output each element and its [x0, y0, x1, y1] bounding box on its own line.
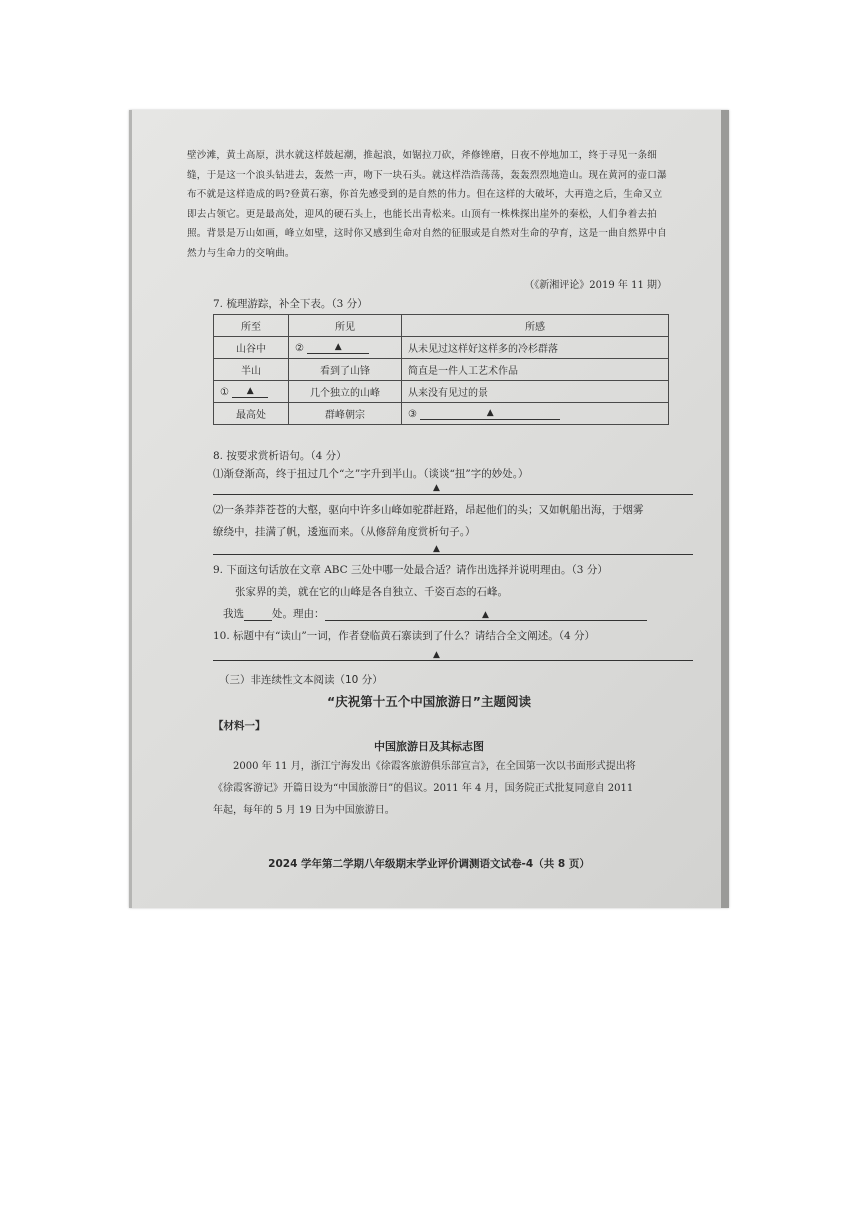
table-cell: 从来没有见过的景 — [402, 381, 669, 403]
answer-mark: ▲ — [433, 650, 440, 660]
answer-line-8-2[interactable] — [213, 554, 693, 555]
blank-number: ① — [220, 387, 229, 398]
material-paragraph-2: 《徐霞客游记》开篇日设为“中国旅游日”的倡议。2011 年 4 月，国务院正式批复同意自 2011 — [213, 783, 634, 794]
material-label: 【材料一】 — [213, 720, 266, 732]
table-cell: 群峰朝宗 — [289, 403, 402, 425]
choice-blank[interactable] — [244, 608, 272, 621]
exam-page-photo — [129, 110, 729, 908]
blank-mark: ▲ — [246, 386, 254, 396]
question-10-prompt: 10. 标题中有“读山”一词，作者登临黄石寨读到了什么？请结合全文阐述。（4 分） — [213, 630, 596, 642]
header-cell: 所至 — [214, 315, 289, 337]
question-7-prompt: 7. 梳理游踪，补全下表。（3 分） — [213, 298, 368, 310]
table-row — [214, 337, 669, 359]
page-footer: 2024 学年第二学期八年级期末学业评价调测语文试卷-4（共 8 页） — [268, 858, 590, 870]
section-3-label: （三）非连续性文本阅读（10 分） — [219, 674, 383, 686]
passage-text: 壁沙滩，黄土高原，洪水就这样鼓起潮，推起浪，如锯拉刀砍，斧修锉磨，日夜不停地加工，终于寻见一条细缝，于是这一个浪头钻进去，轰然一声，吻下一块石头。就这样浩浩荡荡，轰轰烈烈地造山。现在黄河的壶口瀑布不就是这样造成的吗?登黄石寨，你首先感受到的是自然的伟力。但在这样的大破坏，大再造之后，生命又立即去占领它。更是最高处，迎风的硬石头上，也能长出青松来。山顶有一株株探出崖外的秦松，人们争着去拍照。背景是万山如画，峰立如壁，这时你又感到生命对自然的征服或是自然对生命的孕育，这是一曲自然界中自然力与生命力的交响曲。 — [187, 150, 667, 259]
answer-blank-1[interactable] — [214, 381, 289, 403]
material-paragraph-1: 2000 年 11 月，浙江宁海发出《徐霞客旅游俱乐部宣言》，在全国第一次以书面形式提出将 — [233, 761, 636, 772]
travel-route-table — [213, 314, 669, 425]
question-8-prompt: 8. 按要求赏析语句。（4 分） — [213, 450, 347, 462]
answer-blank-2[interactable] — [289, 337, 402, 359]
table-cell: 山谷中 — [214, 337, 289, 359]
question-9-sentence: 张家界的美，就在它的山峰是各自独立、千姿百态的石峰。 — [235, 586, 508, 598]
table-header-row — [214, 315, 669, 337]
blank-mark: ▲ — [482, 610, 489, 620]
reason-blank[interactable] — [325, 608, 647, 621]
blank-number: ③ — [408, 409, 417, 420]
blank-mark: ▲ — [486, 408, 494, 418]
table-cell: 半山 — [214, 359, 289, 381]
answer-blank-3[interactable] — [402, 403, 669, 425]
answer-mark: ▲ — [433, 483, 440, 493]
table-cell: 几个独立的山峰 — [289, 381, 402, 403]
table-cell: 看到了山锋 — [289, 359, 402, 381]
table-row — [214, 403, 669, 425]
blank-number: ② — [295, 343, 304, 354]
material-subtitle: 中国旅游日及其标志图 — [374, 740, 484, 753]
photo-left-edge — [129, 110, 132, 908]
section-3-title: “庆祝第十五个中国旅游日”主题阅读 — [327, 694, 531, 709]
question-9-prompt: 9. 下面这句话放在文章 ABC 三处中哪一处最合适？请作出选择并说明理由。（3 分） — [213, 564, 608, 576]
question-9-answer[interactable] — [223, 606, 647, 621]
header-cell: 所见 — [289, 315, 402, 337]
reason-label: 处。理由： — [272, 608, 325, 620]
table-row — [214, 381, 669, 403]
choice-label: 我选 — [223, 608, 244, 620]
blank-mark: ▲ — [334, 342, 342, 352]
passage-source: （《新湘评论》2019 年 11 期） — [524, 280, 667, 291]
question-8-sub1: ⑴渐登渐高，终于扭过几个“之”字升到半山。（谈谈“扭”字的妙处。） — [213, 468, 529, 480]
photo-right-edge — [721, 110, 729, 908]
table-row — [214, 359, 669, 381]
material-paragraph-3: 年起，每年的 5 月 19 日为中国旅游日。 — [213, 805, 395, 816]
table-cell: 简直是一件人工艺术作品 — [402, 359, 669, 381]
answer-mark: ▲ — [433, 544, 440, 554]
table-cell: 最高处 — [214, 403, 289, 425]
table-cell: 从未见过这样好这样多的冷杉群落 — [402, 337, 669, 359]
answer-line-8-1[interactable] — [213, 494, 693, 495]
answer-line-10[interactable] — [213, 660, 693, 661]
header-cell: 所感 — [402, 315, 669, 337]
question-8-sub2-line1: ⑵一条莽莽苍苍的大壑，驱向中许多山峰如驼群赶路，昂起他们的头；又如帆船出海，于烟雾 — [213, 504, 644, 516]
question-8-sub2-line2: 缭绕中，挂满了帆，逶迤而来。（从修辞角度赏析句子。） — [213, 526, 476, 538]
